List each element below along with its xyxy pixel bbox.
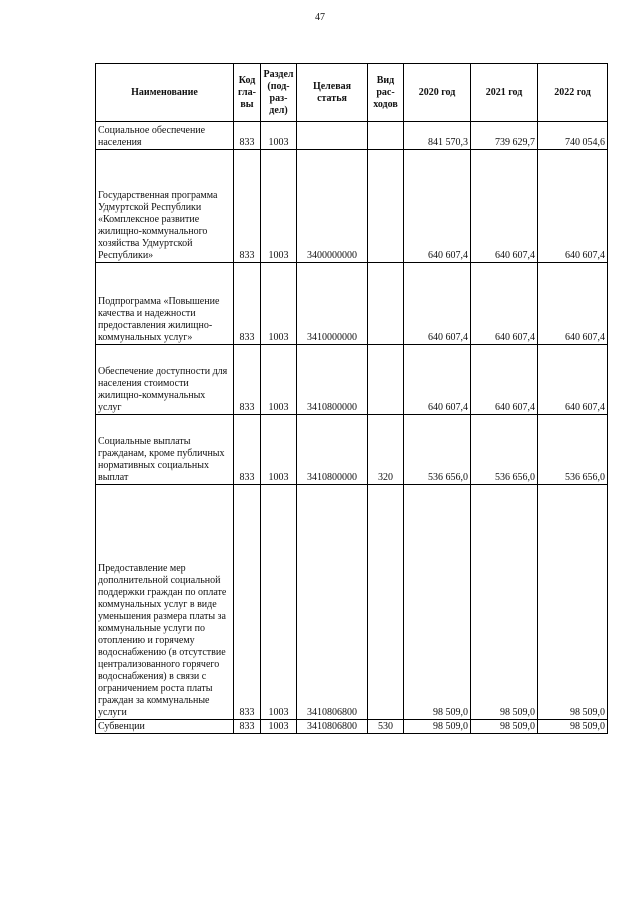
row-2021: 640 607,4 — [471, 150, 538, 263]
row-2021: 98 509,0 — [471, 720, 538, 734]
row-2021: 536 656,0 — [471, 415, 538, 485]
row-section: 1003 — [261, 122, 297, 150]
row-name: Субвенции — [96, 720, 234, 734]
header-name: Наименование — [96, 64, 234, 122]
row-expense-type: 530 — [368, 720, 404, 734]
row-name: Подпрограмма «Повышение качества и надежности предоставления жилищно-коммунальных услуг» — [96, 263, 234, 345]
row-chapter-code: 833 — [234, 720, 261, 734]
row-target-article: 3410806800 — [297, 485, 368, 720]
row-chapter-code: 833 — [234, 263, 261, 345]
row-2020: 640 607,4 — [404, 150, 471, 263]
table-row — [96, 720, 608, 734]
row-2021: 640 607,4 — [471, 263, 538, 345]
row-target-article: 3410800000 — [297, 345, 368, 415]
row-2022: 740 054,6 — [538, 122, 608, 150]
page-number: 47 — [315, 12, 325, 23]
header-2020: 2020 год — [404, 64, 471, 122]
header-row — [96, 64, 608, 122]
row-name: Государственная программа Удмуртской Республики «Комплексное развитие жилищно-коммунального хозяйства Удмуртской Республики» — [96, 150, 234, 263]
table-row — [96, 263, 608, 345]
row-2020: 640 607,4 — [404, 263, 471, 345]
row-expense-type — [368, 150, 404, 263]
row-expense-type — [368, 122, 404, 150]
header-section: Раздел (под-раз-дел) — [261, 64, 297, 122]
row-2022: 640 607,4 — [538, 345, 608, 415]
row-expense-type — [368, 345, 404, 415]
header-2021: 2021 год — [471, 64, 538, 122]
row-section: 1003 — [261, 415, 297, 485]
row-2022: 640 607,4 — [538, 263, 608, 345]
row-2022: 536 656,0 — [538, 415, 608, 485]
row-section: 1003 — [261, 345, 297, 415]
row-name: Социальное обеспечение населения — [96, 122, 234, 150]
row-section: 1003 — [261, 720, 297, 734]
row-target-article: 3410806800 — [297, 720, 368, 734]
row-2021: 739 629,7 — [471, 122, 538, 150]
header-target-article: Целевая статья — [297, 64, 368, 122]
row-2021: 640 607,4 — [471, 345, 538, 415]
row-expense-type — [368, 485, 404, 720]
row-2020: 98 509,0 — [404, 485, 471, 720]
row-target-article: 3410000000 — [297, 263, 368, 345]
row-2021: 98 509,0 — [471, 485, 538, 720]
table-row — [96, 415, 608, 485]
header-2022: 2022 год — [538, 64, 608, 122]
row-expense-type: 320 — [368, 415, 404, 485]
row-name: Обеспечение доступности для населения стоимости жилищно-коммунальных услуг — [96, 345, 234, 415]
table-row — [96, 150, 608, 263]
row-target-article — [297, 122, 368, 150]
row-target-article: 3400000000 — [297, 150, 368, 263]
row-2022: 640 607,4 — [538, 150, 608, 263]
row-target-article: 3410800000 — [297, 415, 368, 485]
table-row — [96, 345, 608, 415]
row-2022: 98 509,0 — [538, 720, 608, 734]
row-expense-type — [368, 263, 404, 345]
table-row — [96, 122, 608, 150]
row-section: 1003 — [261, 150, 297, 263]
row-chapter-code: 833 — [234, 415, 261, 485]
header-chapter-code: Код гла-вы — [234, 64, 261, 122]
row-chapter-code: 833 — [234, 345, 261, 415]
row-2020: 98 509,0 — [404, 720, 471, 734]
header-expense-type: Вид рас-ходов — [368, 64, 404, 122]
row-chapter-code: 833 — [234, 150, 261, 263]
budget-table — [95, 63, 608, 734]
row-2022: 98 509,0 — [538, 485, 608, 720]
row-chapter-code: 833 — [234, 485, 261, 720]
row-section: 1003 — [261, 263, 297, 345]
row-2020: 536 656,0 — [404, 415, 471, 485]
table-row — [96, 485, 608, 720]
row-name: Предоставление мер дополнительной социальной поддержки граждан по оплате коммунальных услуг в виде уменьшения размера платы за коммунальные услуги по отоплению и горячему водоснабжению (в отсутствие централизованного горячего водоснабжения) в связи с ограничением роста платы граждан за коммунальные услуги — [96, 485, 234, 720]
row-name: Социальные выплаты гражданам, кроме публичных нормативных социальных выплат — [96, 415, 234, 485]
row-chapter-code: 833 — [234, 122, 261, 150]
row-2020: 841 570,3 — [404, 122, 471, 150]
row-section: 1003 — [261, 485, 297, 720]
row-2020: 640 607,4 — [404, 345, 471, 415]
